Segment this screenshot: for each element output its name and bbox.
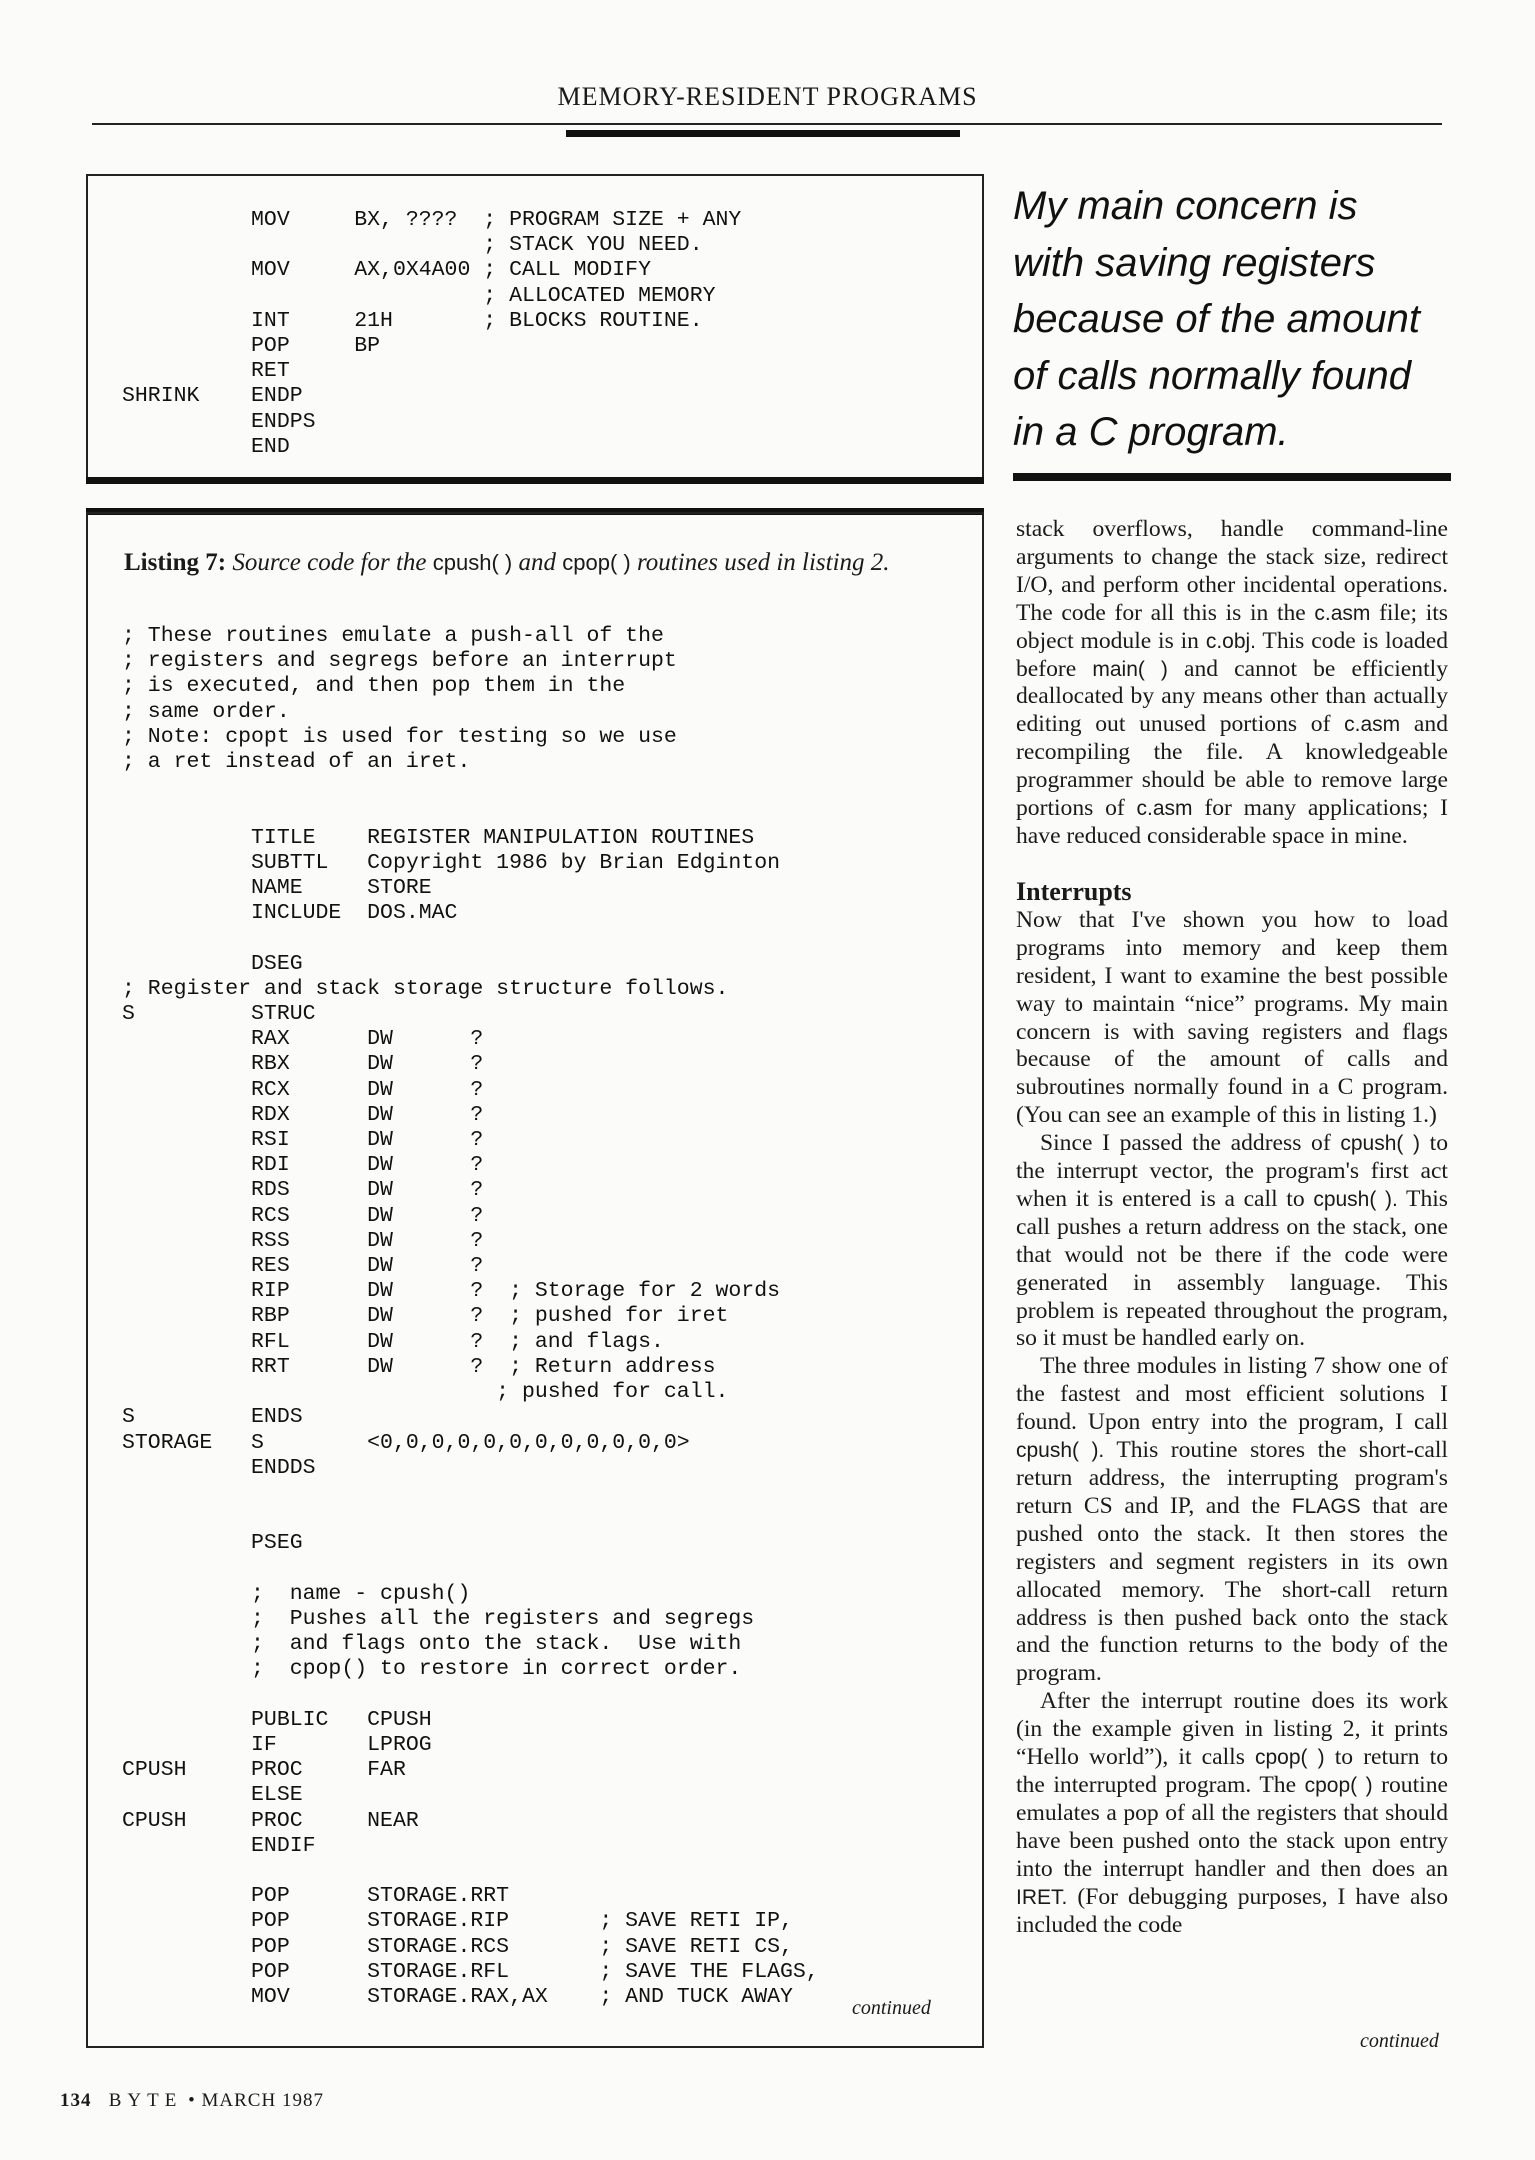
page-footer: 134 BYTE • MARCH 1987 xyxy=(60,2090,324,2111)
code-line: RSS DW ? xyxy=(122,1228,484,1253)
code-line: ; These routines emulate a push-all of the xyxy=(122,624,664,648)
code-line xyxy=(122,1859,819,1884)
code-line: RES DW ? xyxy=(122,1254,484,1279)
code-line: POP BP xyxy=(122,334,381,359)
code-line: INCLUDE DOS.MAC xyxy=(122,901,458,926)
code-line: POP STORAGE.RIP ; SAVE RETI IP, xyxy=(122,1909,793,1934)
code-line: ENDDS xyxy=(122,1455,316,1480)
code-line: ; STACK YOU NEED. xyxy=(122,233,703,258)
listing7-caption: Listing 7: Source code for the cpush( ) and cpop( ) routines used in listing 2. xyxy=(124,549,890,576)
code-line: RBX DW ? xyxy=(122,1052,484,1077)
pull-quote-line: in a C program. xyxy=(1013,410,1289,454)
code-line: ; registers and segregs before an interrupt xyxy=(122,649,677,674)
page-number: 134 xyxy=(60,2090,92,2111)
section-heading: Interrupts xyxy=(1016,876,1132,906)
listing7-code xyxy=(122,624,819,2010)
code-line: RFL DW ? ; and flags. xyxy=(122,1329,664,1354)
code-line: RCX DW ? xyxy=(122,1077,484,1102)
code-line: ; a ret instead of an iret. xyxy=(122,750,471,775)
listing7-continued: continued xyxy=(852,1997,931,2019)
code-line: SUBTTL Copyright 1986 by Brian Edginton xyxy=(122,850,781,875)
code-line: ; pushed for call. xyxy=(122,1380,729,1405)
code-line: ; is executed, and then pop them in the xyxy=(122,674,626,699)
code-line: STORAGE S <0,0,0,0,0,0,0,0,0,0,0,0> xyxy=(122,1430,690,1455)
article-paragraph-3: Since I passed the address of cpush( ) to the interrupt vector, the program's first act when it is entered is a call to cpush( ). This call pushes a return address on the stack, one that would not be there if the code were generated in assembly language. This problem is repeated throughout the program, so it must be handled early on. xyxy=(1016,1130,1448,1352)
code-line: ; ALLOCATED MEMORY xyxy=(122,283,716,308)
code-line: MOV AX,0X4A00 ; CALL MODIFY xyxy=(122,258,651,283)
pull-quote-bar xyxy=(1013,473,1451,481)
code-line xyxy=(122,1481,819,1506)
code-line: ELSE xyxy=(122,1783,303,1808)
listing-top-code xyxy=(122,208,741,460)
code-line: RCS DW ? xyxy=(122,1203,484,1228)
code-line: INT 21H ; BLOCKS ROUTINE. xyxy=(122,308,703,333)
listing7-label: Listing 7: xyxy=(124,549,227,576)
code-line: RDX DW ? xyxy=(122,1102,484,1127)
code-line: CPUSH PROC NEAR xyxy=(122,1808,419,1833)
code-line: RDI DW ? xyxy=(122,1153,484,1178)
code-line xyxy=(122,775,819,800)
code-line: POP STORAGE.RRT xyxy=(122,1884,510,1909)
code-line: ; Pushes all the registers and segregs xyxy=(122,1606,755,1631)
code-line: PSEG xyxy=(122,1531,303,1556)
code-line: RIP DW ? ; Storage for 2 words xyxy=(122,1279,781,1304)
code-line: CPUSH PROC FAR xyxy=(122,1758,406,1783)
header-rule xyxy=(92,123,1442,125)
issue-date: MARCH 1987 xyxy=(201,2090,324,2111)
code-line: MOV STORAGE.RAX,AX ; AND TUCK AWAY xyxy=(122,1984,793,2009)
magazine-name: BYTE xyxy=(108,2090,183,2111)
pull-quote-line: My main concern is xyxy=(1013,184,1358,228)
code-line: ENDIF xyxy=(122,1833,316,1858)
article-paragraph-1: stack overflows, handle command-line arguments to change the stack size, redirect I/O, and perform other incidental operations. The code for all this is in the c.asm file; its object module is in c.obj. This code is loaded before main( ) and cannot be efficiently deallocated by any means other than actually editing out unused portions of c.asm and recompiling the file. A knowledgeable programmer should be able to remove large portions of c.asm for many applications; I have reduced considerable space in mine. xyxy=(1016,516,1449,849)
code-line: PUBLIC CPUSH xyxy=(122,1707,432,1732)
code-line: RBP DW ? ; pushed for iret xyxy=(122,1304,729,1329)
pull-quote-line: with saving registers xyxy=(1013,240,1376,285)
article-paragraph-4: The three modules in listing 7 show one of the fastest and most efficient solutions I found. Upon entry into the program, I call cpush( ). This routine stores the short-call return address, the interrupting program's return CS and IP, and the FLAGS that are pushed onto the stack. It then stores the registers and segment registers in its own allocated memory. The short-call return address is then pushed back onto the stack and the function returns to the body of the program. xyxy=(1016,1353,1448,1687)
pull-quote-line: of calls normally found xyxy=(1013,353,1411,398)
code-line: S STRUC xyxy=(122,1002,316,1027)
code-line: MOV BX, ???? ; PROGRAM SIZE + ANY xyxy=(122,208,742,232)
running-head: MEMORY-RESIDENT PROGRAMS xyxy=(557,82,978,111)
code-line xyxy=(122,1557,819,1582)
pull-quote-line: because of the amount xyxy=(1013,297,1420,341)
code-line xyxy=(122,1683,819,1708)
pull-quote xyxy=(1013,178,1453,461)
code-line: ENDPS xyxy=(122,409,316,434)
code-line: RRT DW ? ; Return address xyxy=(122,1354,716,1379)
article-paragraph-5: After the interrupt routine does its work (in the example given in listing 2, it prints “Hello world”), it calls cpop( ) to return to the interrupted program. The cpop( ) routine emulates a pop of all the registers that should have been pushed onto the stack upon entry into the interrupt handler and then does an IRET. (For debugging purposes, I have also included the code xyxy=(1016,1688,1448,1938)
code-line: END xyxy=(122,434,290,459)
code-line xyxy=(122,1506,819,1531)
code-line: NAME STORE xyxy=(122,876,432,901)
article-paragraph-2: Now that I've shown you how to load programs into memory and keep them resident, I want to examine the best possible way to maintain “nice” programs. My main concern is with saving registers and flags because of the amount of calls and subroutines normally found in a C program. (You can see an example of this in listing 1.) xyxy=(1016,906,1448,1129)
code-line: ; same order. xyxy=(122,699,290,724)
code-line: SHRINK ENDP xyxy=(122,384,303,409)
article-continued: continued xyxy=(1360,2030,1439,2052)
code-line: ; and flags onto the stack. Use with xyxy=(122,1632,742,1657)
code-line: RAX DW ? xyxy=(122,1027,484,1052)
code-line: ; name - cpush() xyxy=(122,1581,471,1606)
code-line: TITLE REGISTER MANIPULATION ROUTINES xyxy=(122,825,755,850)
article-column xyxy=(1016,516,1448,1939)
code-line: RDS DW ? xyxy=(122,1178,484,1203)
listing-top-bottom-bar xyxy=(86,477,984,484)
code-line: ; Note: cpopt is used for testing so we use xyxy=(122,724,677,749)
code-line: POP STORAGE.RFL ; SAVE THE FLAGS, xyxy=(122,1959,819,1984)
code-line: ; Register and stack storage structure follows. xyxy=(122,976,729,1001)
code-line: ; cpop() to restore in correct order. xyxy=(122,1657,742,1682)
code-line: RSI DW ? xyxy=(122,1128,484,1153)
code-line: IF LPROG xyxy=(122,1732,432,1757)
code-line xyxy=(122,926,819,951)
code-line: POP STORAGE.RCS ; SAVE RETI CS, xyxy=(122,1934,793,1959)
code-line: DSEG xyxy=(122,951,303,976)
code-line xyxy=(122,800,819,825)
code-line: S ENDS xyxy=(122,1405,303,1430)
header-bar xyxy=(566,130,960,137)
code-line: RET xyxy=(122,359,290,384)
